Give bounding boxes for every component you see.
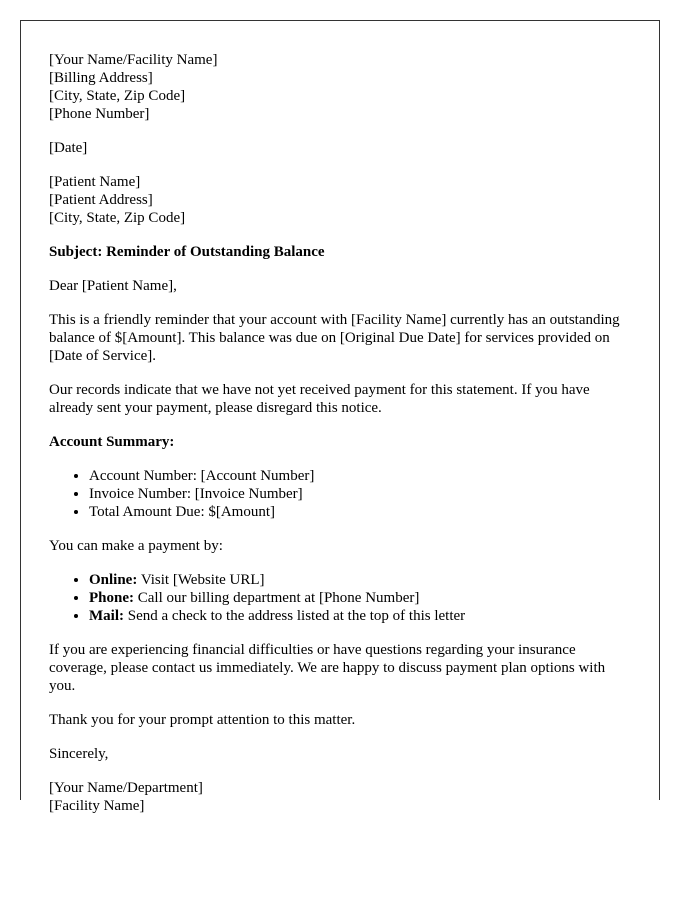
- signature-name: [Your Name/Department]: [49, 780, 203, 796]
- letter-date: [Date]: [49, 140, 88, 156]
- signature-block: [49, 779, 631, 815]
- payment-method-mail: [89, 607, 631, 625]
- account-summary-heading: Account Summary:: [49, 434, 175, 450]
- payment-method-label: Phone:: [89, 590, 134, 606]
- recipient-address-block: [49, 173, 631, 227]
- payment-methods-list: [49, 571, 631, 625]
- sender-address: [Billing Address]: [49, 70, 153, 86]
- payment-method-label: Mail:: [89, 608, 124, 624]
- list-item: • Invoice Number: [Invoice Number]: [89, 485, 631, 503]
- letter-page: [20, 20, 660, 814]
- list-item: • Total Amount Due: $[Amount]: [89, 503, 631, 521]
- payment-intro: You can make a payment by:: [49, 538, 223, 554]
- signoff: Sincerely,: [49, 746, 109, 762]
- account-summary-list: [49, 467, 631, 521]
- payment-method-text: Visit [Website URL]: [137, 572, 265, 588]
- subject-line: Subject: Reminder of Outstanding Balance: [49, 244, 325, 260]
- list-item: • Account Number: [Account Number]: [89, 467, 631, 485]
- intro-paragraph: This is a friendly reminder that your account with [Facility Name] currently has an outstanding balance of $[Amount]. This balance was due on [Original Due Date] for services provided on [Date of Service].: [49, 312, 620, 364]
- recipient-name: [Patient Name]: [49, 174, 141, 190]
- records-paragraph: Our records indicate that we have not yet received payment for this statement. If you have already sent your payment, please disregard this notice.: [49, 382, 590, 416]
- payment-method-label: Online:: [89, 572, 138, 588]
- payment-method-text: Call our billing department at [Phone Number]: [134, 590, 420, 606]
- signature-facility: [Facility Name]: [49, 798, 145, 814]
- sender-name: [Your Name/Facility Name]: [49, 52, 218, 68]
- payment-method-online: [89, 571, 631, 589]
- thanks-paragraph: Thank you for your prompt attention to this matter.: [49, 712, 356, 728]
- salutation: Dear [Patient Name],: [49, 278, 177, 294]
- recipient-address: [Patient Address]: [49, 192, 153, 208]
- payment-method-phone: [89, 589, 631, 607]
- payment-method-text: Send a check to the address listed at the top of this letter: [124, 608, 466, 624]
- difficulties-paragraph: If you are experiencing financial difficulties or have questions regarding your insurance coverage, please contact us immediately. We are happy to discuss payment plan options with you.: [49, 642, 606, 694]
- recipient-city: [City, State, Zip Code]: [49, 210, 186, 226]
- sender-phone: [Phone Number]: [49, 106, 150, 122]
- sender-city: [City, State, Zip Code]: [49, 88, 186, 104]
- sender-address-block: [49, 51, 631, 123]
